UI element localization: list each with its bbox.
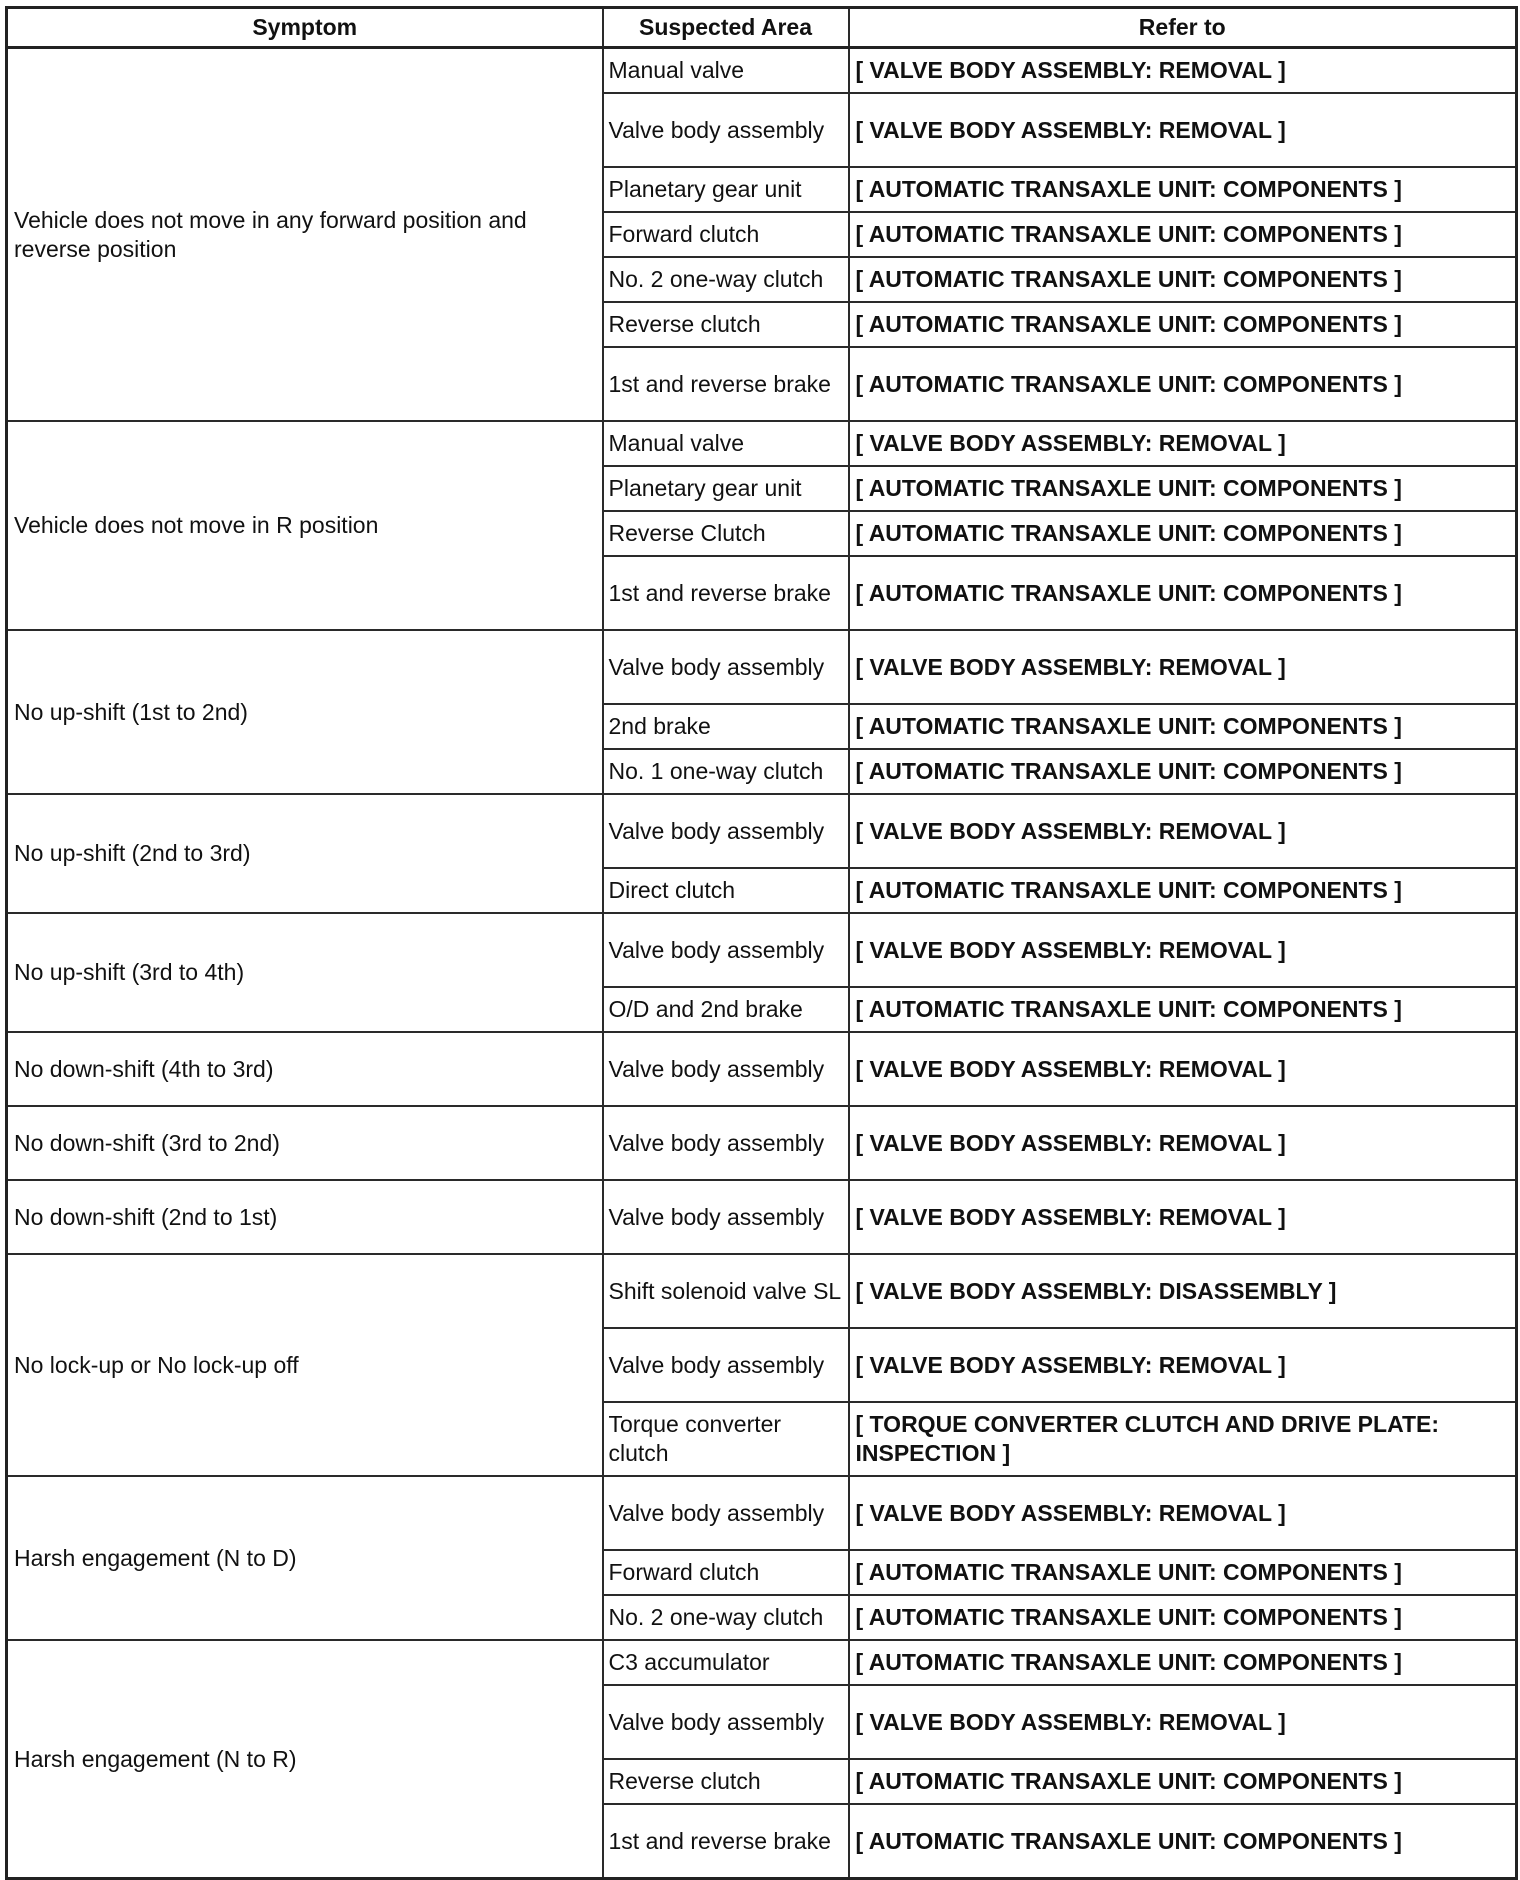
table-row bbox=[7, 1180, 1517, 1254]
table-row bbox=[7, 1640, 1517, 1685]
refer-to-cell: [ AUTOMATIC TRANSAXLE UNIT: COMPONENTS ] bbox=[849, 1595, 1517, 1640]
refer-to-cell: [ AUTOMATIC TRANSAXLE UNIT: COMPONENTS ] bbox=[849, 987, 1517, 1032]
troubleshooting-sheet bbox=[5, 6, 1515, 1854]
refer-to-cell: [ AUTOMATIC TRANSAXLE UNIT: COMPONENTS ] bbox=[849, 466, 1517, 511]
refer-to-cell: [ VALVE BODY ASSEMBLY: REMOVAL ] bbox=[849, 794, 1517, 868]
refer-to-cell: [ VALVE BODY ASSEMBLY: REMOVAL ] bbox=[849, 1328, 1517, 1402]
refer-to-cell: [ AUTOMATIC TRANSAXLE UNIT: COMPONENTS ] bbox=[849, 1550, 1517, 1595]
symptom-cell: No down-shift (3rd to 2nd) bbox=[7, 1106, 603, 1180]
refer-to-cell: [ VALVE BODY ASSEMBLY: REMOVAL ] bbox=[849, 1180, 1517, 1254]
table-row bbox=[7, 1254, 1517, 1328]
suspected-area-cell: Valve body assembly bbox=[603, 1180, 849, 1254]
suspected-area-cell: Reverse clutch bbox=[603, 1759, 849, 1804]
header-symptom: Symptom bbox=[7, 8, 603, 48]
refer-to-cell: [ VALVE BODY ASSEMBLY: REMOVAL ] bbox=[849, 1476, 1517, 1550]
suspected-area-cell: Valve body assembly bbox=[603, 794, 849, 868]
refer-to-cell: [ AUTOMATIC TRANSAXLE UNIT: COMPONENTS ] bbox=[849, 704, 1517, 749]
suspected-area-cell: O/D and 2nd brake bbox=[603, 987, 849, 1032]
refer-to-cell: [ AUTOMATIC TRANSAXLE UNIT: COMPONENTS ] bbox=[849, 511, 1517, 556]
refer-to-cell: [ AUTOMATIC TRANSAXLE UNIT: COMPONENTS ] bbox=[849, 1804, 1517, 1879]
symptom-cell: No down-shift (2nd to 1st) bbox=[7, 1180, 603, 1254]
refer-to-cell: [ AUTOMATIC TRANSAXLE UNIT: COMPONENTS ] bbox=[849, 749, 1517, 794]
refer-to-cell: [ VALVE BODY ASSEMBLY: REMOVAL ] bbox=[849, 1685, 1517, 1759]
table-row bbox=[7, 1106, 1517, 1180]
suspected-area-cell: Valve body assembly bbox=[603, 1476, 849, 1550]
symptom-cell: No up-shift (1st to 2nd) bbox=[7, 630, 603, 794]
header-row bbox=[7, 8, 1517, 48]
refer-to-cell: [ AUTOMATIC TRANSAXLE UNIT: COMPONENTS ] bbox=[849, 257, 1517, 302]
table-row bbox=[7, 794, 1517, 868]
symptom-cell: No up-shift (3rd to 4th) bbox=[7, 913, 603, 1032]
table-header bbox=[7, 8, 1517, 48]
symptom-cell: Vehicle does not move in R position bbox=[7, 421, 603, 630]
refer-to-cell: [ AUTOMATIC TRANSAXLE UNIT: COMPONENTS ] bbox=[849, 167, 1517, 212]
refer-to-cell: [ AUTOMATIC TRANSAXLE UNIT: COMPONENTS ] bbox=[849, 556, 1517, 630]
suspected-area-cell: Forward clutch bbox=[603, 1550, 849, 1595]
refer-to-cell: [ VALVE BODY ASSEMBLY: REMOVAL ] bbox=[849, 48, 1517, 94]
symptom-cell: No down-shift (4th to 3rd) bbox=[7, 1032, 603, 1106]
suspected-area-cell: Valve body assembly bbox=[603, 1106, 849, 1180]
suspected-area-cell: No. 1 one-way clutch bbox=[603, 749, 849, 794]
symptom-cell: No up-shift (2nd to 3rd) bbox=[7, 794, 603, 913]
suspected-area-cell: No. 2 one-way clutch bbox=[603, 1595, 849, 1640]
table-row bbox=[7, 1476, 1517, 1550]
refer-to-cell: [ AUTOMATIC TRANSAXLE UNIT: COMPONENTS ] bbox=[849, 1759, 1517, 1804]
refer-to-cell: [ AUTOMATIC TRANSAXLE UNIT: COMPONENTS ] bbox=[849, 347, 1517, 421]
table-row bbox=[7, 1032, 1517, 1106]
refer-to-cell: [ AUTOMATIC TRANSAXLE UNIT: COMPONENTS ] bbox=[849, 868, 1517, 913]
suspected-area-cell: Planetary gear unit bbox=[603, 466, 849, 511]
suspected-area-cell: Manual valve bbox=[603, 48, 849, 94]
suspected-area-cell: 1st and reverse brake bbox=[603, 556, 849, 630]
refer-to-cell: [ AUTOMATIC TRANSAXLE UNIT: COMPONENTS ] bbox=[849, 1640, 1517, 1685]
suspected-area-cell: Valve body assembly bbox=[603, 1685, 849, 1759]
header-refer-to: Refer to bbox=[849, 8, 1517, 48]
suspected-area-cell: 1st and reverse brake bbox=[603, 347, 849, 421]
suspected-area-cell: Valve body assembly bbox=[603, 1328, 849, 1402]
suspected-area-cell: C3 accumulator bbox=[603, 1640, 849, 1685]
suspected-area-cell: Planetary gear unit bbox=[603, 167, 849, 212]
refer-to-cell: [ TORQUE CONVERTER CLUTCH AND DRIVE PLATE: INSPECTION ] bbox=[849, 1402, 1517, 1476]
table-row bbox=[7, 630, 1517, 704]
refer-to-cell: [ VALVE BODY ASSEMBLY: REMOVAL ] bbox=[849, 421, 1517, 466]
suspected-area-cell: Valve body assembly bbox=[603, 93, 849, 167]
suspected-area-cell: Valve body assembly bbox=[603, 913, 849, 987]
suspected-area-cell: Reverse clutch bbox=[603, 302, 849, 347]
table-row bbox=[7, 421, 1517, 466]
suspected-area-cell: Reverse Clutch bbox=[603, 511, 849, 556]
refer-to-cell: [ VALVE BODY ASSEMBLY: REMOVAL ] bbox=[849, 1106, 1517, 1180]
table-row bbox=[7, 48, 1517, 94]
symptom-cell: Harsh engagement (N to D) bbox=[7, 1476, 603, 1640]
suspected-area-cell: Manual valve bbox=[603, 421, 849, 466]
refer-to-cell: [ AUTOMATIC TRANSAXLE UNIT: COMPONENTS ] bbox=[849, 302, 1517, 347]
refer-to-cell: [ VALVE BODY ASSEMBLY: REMOVAL ] bbox=[849, 913, 1517, 987]
suspected-area-cell: Valve body assembly bbox=[603, 630, 849, 704]
table-row bbox=[7, 913, 1517, 987]
symptom-cell: Harsh engagement (N to R) bbox=[7, 1640, 603, 1879]
suspected-area-cell: Forward clutch bbox=[603, 212, 849, 257]
header-suspected-area: Suspected Area bbox=[603, 8, 849, 48]
table-body bbox=[7, 48, 1517, 1879]
refer-to-cell: [ VALVE BODY ASSEMBLY: REMOVAL ] bbox=[849, 93, 1517, 167]
suspected-area-cell: Shift solenoid valve SL bbox=[603, 1254, 849, 1328]
suspected-area-cell: No. 2 one-way clutch bbox=[603, 257, 849, 302]
suspected-area-cell: 2nd brake bbox=[603, 704, 849, 749]
symptom-cell: No lock-up or No lock-up off bbox=[7, 1254, 603, 1476]
refer-to-cell: [ AUTOMATIC TRANSAXLE UNIT: COMPONENTS ] bbox=[849, 212, 1517, 257]
suspected-area-cell: 1st and reverse brake bbox=[603, 1804, 849, 1879]
refer-to-cell: [ VALVE BODY ASSEMBLY: REMOVAL ] bbox=[849, 630, 1517, 704]
symptom-table bbox=[5, 6, 1518, 1880]
refer-to-cell: [ VALVE BODY ASSEMBLY: DISASSEMBLY ] bbox=[849, 1254, 1517, 1328]
suspected-area-cell: Torque converter clutch bbox=[603, 1402, 849, 1476]
symptom-cell: Vehicle does not move in any forward position and reverse position bbox=[7, 48, 603, 422]
refer-to-cell: [ VALVE BODY ASSEMBLY: REMOVAL ] bbox=[849, 1032, 1517, 1106]
suspected-area-cell: Valve body assembly bbox=[603, 1032, 849, 1106]
suspected-area-cell: Direct clutch bbox=[603, 868, 849, 913]
